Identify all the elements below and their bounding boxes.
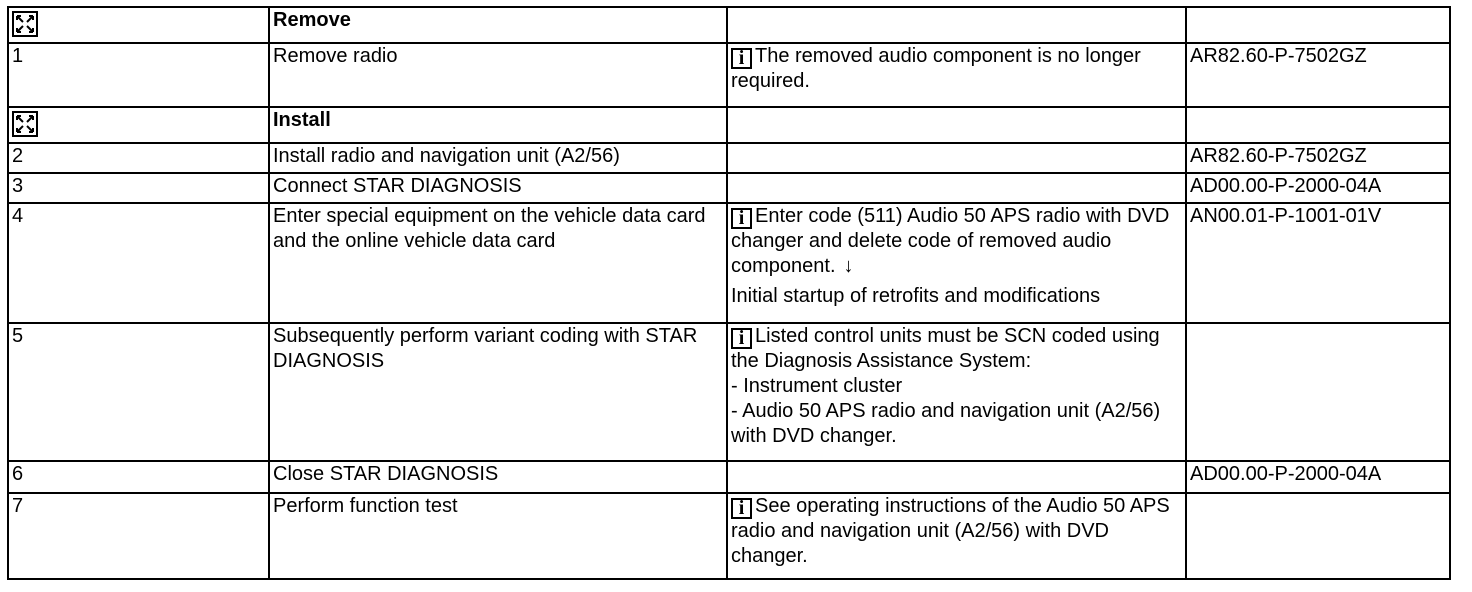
section-title: Install (269, 107, 727, 143)
step-reference[interactable]: AN00.01-P-1001-01V (1186, 203, 1450, 323)
step-reference (1186, 493, 1450, 579)
step-note (727, 173, 1186, 203)
step-number: 5 (8, 323, 269, 461)
table-row (8, 323, 1450, 461)
expand-arrows-icon (12, 11, 38, 37)
step-reference[interactable]: AR82.60-P-7502GZ (1186, 43, 1450, 107)
table-row (8, 203, 1450, 323)
step-note (727, 493, 1186, 579)
table-row (8, 461, 1450, 493)
step-reference[interactable]: AD00.00-P-2000-04A (1186, 461, 1450, 493)
step-note (727, 143, 1186, 173)
step-action: Close STAR DIAGNOSIS (269, 461, 727, 493)
section-header-remove (8, 7, 1450, 43)
info-icon: i (731, 328, 752, 349)
step-number: 6 (8, 461, 269, 493)
note-text: The removed audio component is no longer required. (731, 45, 1141, 92)
step-reference[interactable]: AD00.00-P-2000-04A (1186, 173, 1450, 203)
table-row (8, 143, 1450, 173)
table-row (8, 43, 1450, 107)
step-action: Subsequently perform variant coding with STAR DIAGNOSIS (269, 323, 727, 461)
step-number: 7 (8, 493, 269, 579)
note-text: Enter code (511) Audio 50 APS radio with DVD changer and delete code of removed audio component. (731, 205, 1170, 277)
step-note (727, 203, 1186, 323)
step-number: 2 (8, 143, 269, 173)
table-row (8, 493, 1450, 579)
section-icon-cell (8, 107, 269, 143)
info-icon: i (731, 498, 752, 519)
info-icon: i (731, 208, 752, 229)
section-title: Remove (269, 7, 727, 43)
step-reference (1186, 323, 1450, 461)
note-list-item: - Instrument cluster (731, 375, 903, 397)
expand-arrows-icon (12, 111, 38, 137)
note-text: See operating instructions of the Audio 50 APS radio and navigation unit (A2/56) with DVD changer. (731, 495, 1170, 567)
info-icon: i (731, 48, 752, 69)
procedure-table (7, 6, 1451, 580)
note-list-item: - Audio 50 APS radio and navigation unit (A2/56) with DVD changer. (731, 400, 1161, 447)
step-number: 3 (8, 173, 269, 203)
down-arrow-icon: ↓ (843, 255, 854, 277)
step-action: Remove radio (269, 43, 727, 107)
table-row (8, 173, 1450, 203)
step-number: 1 (8, 43, 269, 107)
step-action: Install radio and navigation unit (A2/56) (269, 143, 727, 173)
step-note (727, 461, 1186, 493)
step-note (727, 323, 1186, 461)
step-reference[interactable]: AR82.60-P-7502GZ (1186, 143, 1450, 173)
section-header-install (8, 107, 1450, 143)
section-icon-cell (8, 7, 269, 43)
step-note (727, 43, 1186, 107)
step-action: Connect STAR DIAGNOSIS (269, 173, 727, 203)
step-action: Enter special equipment on the vehicle data card and the online vehicle data card (269, 203, 727, 323)
note-text: Listed control units must be SCN coded using the Diagnosis Assistance System: (731, 325, 1160, 372)
note-link[interactable]: Initial startup of retrofits and modifications (731, 285, 1101, 307)
step-number: 4 (8, 203, 269, 323)
step-action: Perform function test (269, 493, 727, 579)
